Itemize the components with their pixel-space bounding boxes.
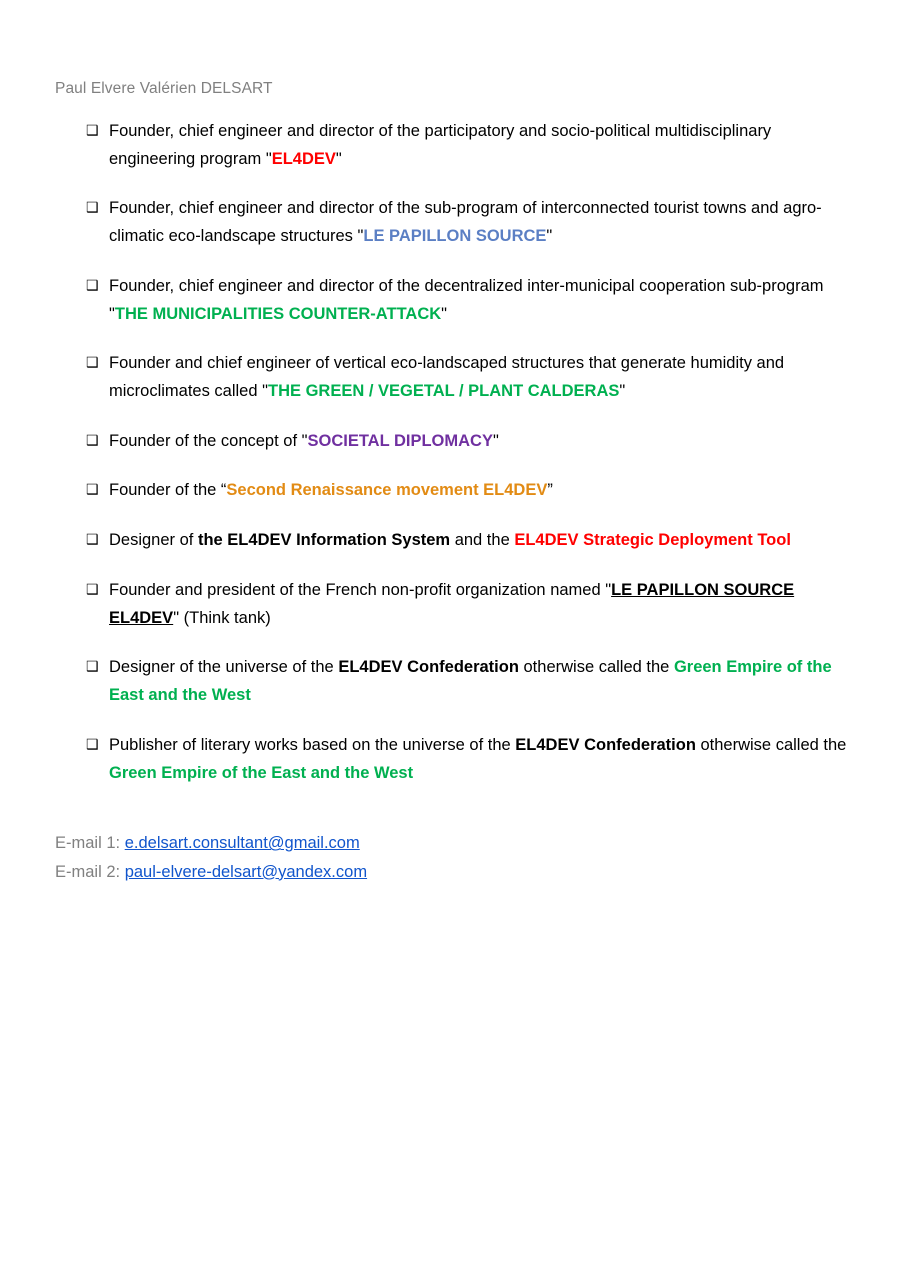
text-run: Designer of the universe of the: [109, 658, 339, 677]
contact-block: [55, 829, 855, 886]
bullet-literary-works: [55, 732, 855, 787]
text-run: otherwise called the: [518, 658, 674, 677]
text-run: THE GREEN / VEGETAL / PLANT CALDERAS: [267, 382, 620, 401]
email-link[interactable]: e.delsart.consultant@gmail.com: [124, 834, 360, 853]
bullet-marker-icon: ❑: [86, 531, 99, 548]
bullet-marker-icon: ❑: [86, 735, 99, 752]
text-run: the EL4DEV Information System: [197, 531, 451, 550]
text-run: ”: [547, 481, 553, 500]
bullet-marker-icon: ❑: [86, 199, 99, 216]
bullet-green-calderas: [55, 350, 855, 405]
bullet-confederation-universe: [55, 654, 855, 709]
bullet-text: [109, 736, 846, 782]
text-run: Designer of: [109, 531, 198, 550]
bullet-municipalities-counter-attack: [55, 273, 855, 328]
text-run: Green Empire of the East and the West: [109, 763, 414, 782]
text-run: THE MUNICIPALITIES COUNTER-ATTACK: [114, 304, 442, 323]
text-run: " (Think tank): [173, 608, 271, 627]
text-run: ": [335, 149, 342, 168]
bullet-el4dev-program: [55, 118, 855, 173]
bullet-text: [109, 481, 553, 499]
text-run: ": [546, 227, 553, 246]
email-line: [55, 858, 855, 886]
text-run: Green Empire of the East and the West: [109, 658, 832, 705]
bullet-text: [109, 531, 791, 549]
text-run: Founder, chief engineer and director of the participatory and socio-political multidisciplinary engineering program ": [109, 122, 772, 168]
achievements-list: [55, 118, 855, 787]
email-label: E-mail 2:: [55, 862, 121, 881]
bullet-marker-icon: ❑: [86, 276, 99, 293]
text-run: Founder and president of the French non-profit organization named ": [109, 580, 612, 599]
text-run: LE PAPILLON SOURCE: [363, 227, 547, 246]
text-run: SOCIETAL DIPLOMACY: [307, 431, 493, 450]
page-title: Paul Elvere Valérien DELSART: [55, 80, 273, 97]
bullet-text: [109, 581, 794, 627]
email-link[interactable]: paul-elvere-delsart@yandex.com: [124, 862, 368, 881]
bullet-non-profit-organization: [55, 577, 855, 632]
bullet-marker-icon: ❑: [86, 354, 99, 371]
text-run: Founder, chief engineer and director of the decentralized inter-municipal cooperation sub-program ": [109, 276, 824, 323]
text-run: EL4DEV Confederation: [515, 735, 696, 754]
bullet-marker-icon: ❑: [86, 431, 99, 448]
email-label: E-mail 1:: [55, 834, 121, 853]
bullet-second-renaissance: [55, 477, 855, 505]
bullet-text: [109, 432, 499, 450]
bullet-societal-diplomacy: [55, 428, 855, 456]
bullet-text: [109, 658, 832, 704]
bullet-marker-icon: ❑: [86, 580, 99, 597]
text-run: ": [492, 431, 499, 450]
bullet-information-system: [55, 527, 855, 555]
bullet-le-papillon-source: [55, 195, 855, 250]
text-run: EL4DEV Strategic Deployment Tool: [514, 531, 791, 550]
text-run: Founder and chief engineer of vertical eco-landscaped structures that generate humidity and microclimates called ": [109, 354, 785, 401]
bullet-marker-icon: ❑: [86, 481, 99, 498]
text-run: EL4DEV: [271, 149, 336, 168]
text-run: and the: [450, 531, 515, 550]
bullet-marker-icon: ❑: [86, 658, 99, 675]
bullet-text: [109, 122, 771, 168]
text-run: ": [441, 304, 448, 323]
document-body: [55, 80, 855, 886]
text-run: Founder of the “: [109, 481, 227, 500]
email-line: [55, 829, 855, 857]
text-run: Publisher of literary works based on the universe of the: [109, 735, 516, 754]
bullet-text: [109, 277, 824, 323]
text-run: Founder, chief engineer and director of the sub-program of interconnected tourist towns and agro-climatic eco-landscape structures ": [109, 199, 822, 246]
bullet-text: [109, 199, 822, 245]
bullet-marker-icon: ❑: [86, 122, 99, 138]
text-run: ": [619, 382, 626, 401]
bullet-text: [109, 354, 784, 400]
text-run: EL4DEV Confederation: [338, 658, 519, 677]
text-run: LE PAPILLON SOURCE EL4DEV: [109, 580, 795, 627]
text-run: Second Renaissance movement EL4DEV: [226, 481, 548, 500]
text-run: otherwise called the: [695, 735, 847, 754]
text-run: Founder of the concept of ": [109, 431, 308, 450]
